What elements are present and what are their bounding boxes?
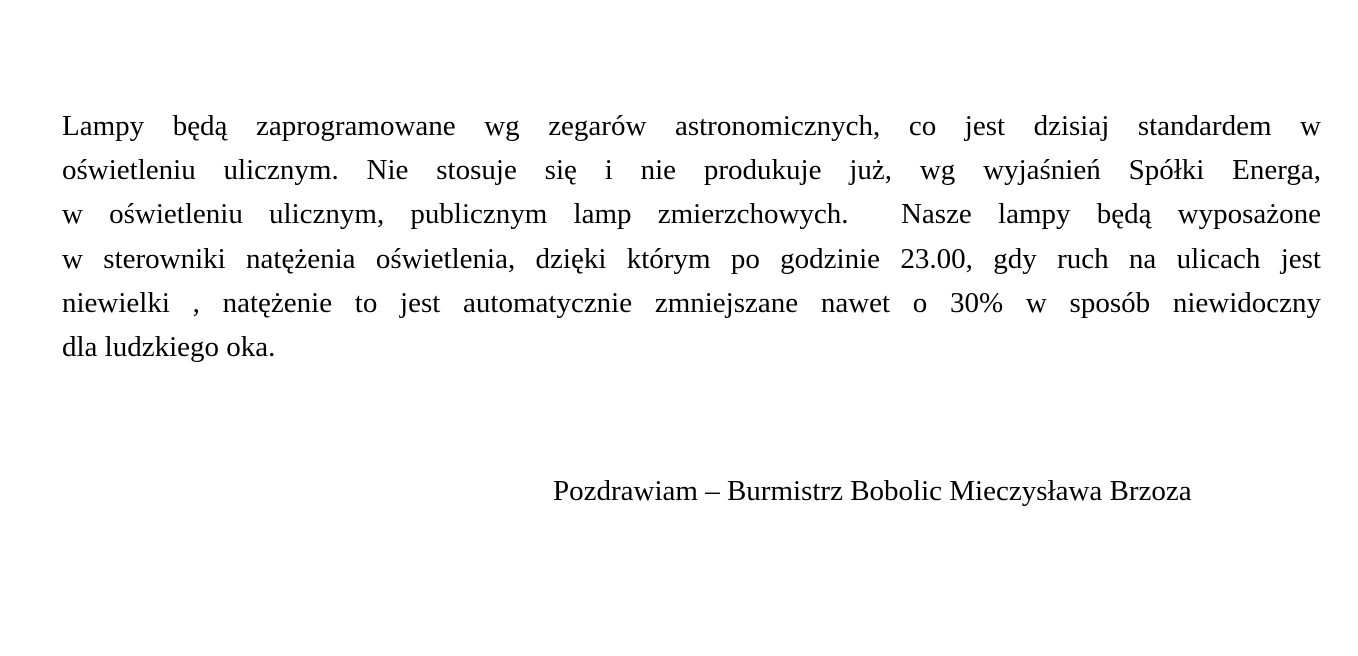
- paragraph-line: niewielki , natężenie to jest automatycznie zmniejszane nawet o 30% w sposób niewidoczny: [62, 286, 1321, 319]
- body-paragraph: [62, 104, 1321, 369]
- paragraph-line: Lampy będą zaprogramowane wg zegarów astronomicznych, co jest dzisiaj standardem w: [62, 110, 1321, 142]
- paragraph-line: dla ludzkiego oka.: [62, 331, 276, 364]
- signature-line: Pozdrawiam – Burmistrz Bobolic Mieczysława Brzoza: [553, 475, 1192, 507]
- paragraph-line: oświetleniu ulicznym. Nie stosuje się i nie produkuje już, wg wyjaśnień Spółki Energa,: [62, 154, 1321, 187]
- paragraph-line: w sterowniki natężenia oświetlenia, dzięki którym po godzinie 23.00, gdy ruch na ulicach jest: [62, 242, 1321, 275]
- paragraph-line: w oświetleniu ulicznym, publicznym lamp zmierzchowych. Nasze lampy będą wyposażone: [62, 198, 1321, 231]
